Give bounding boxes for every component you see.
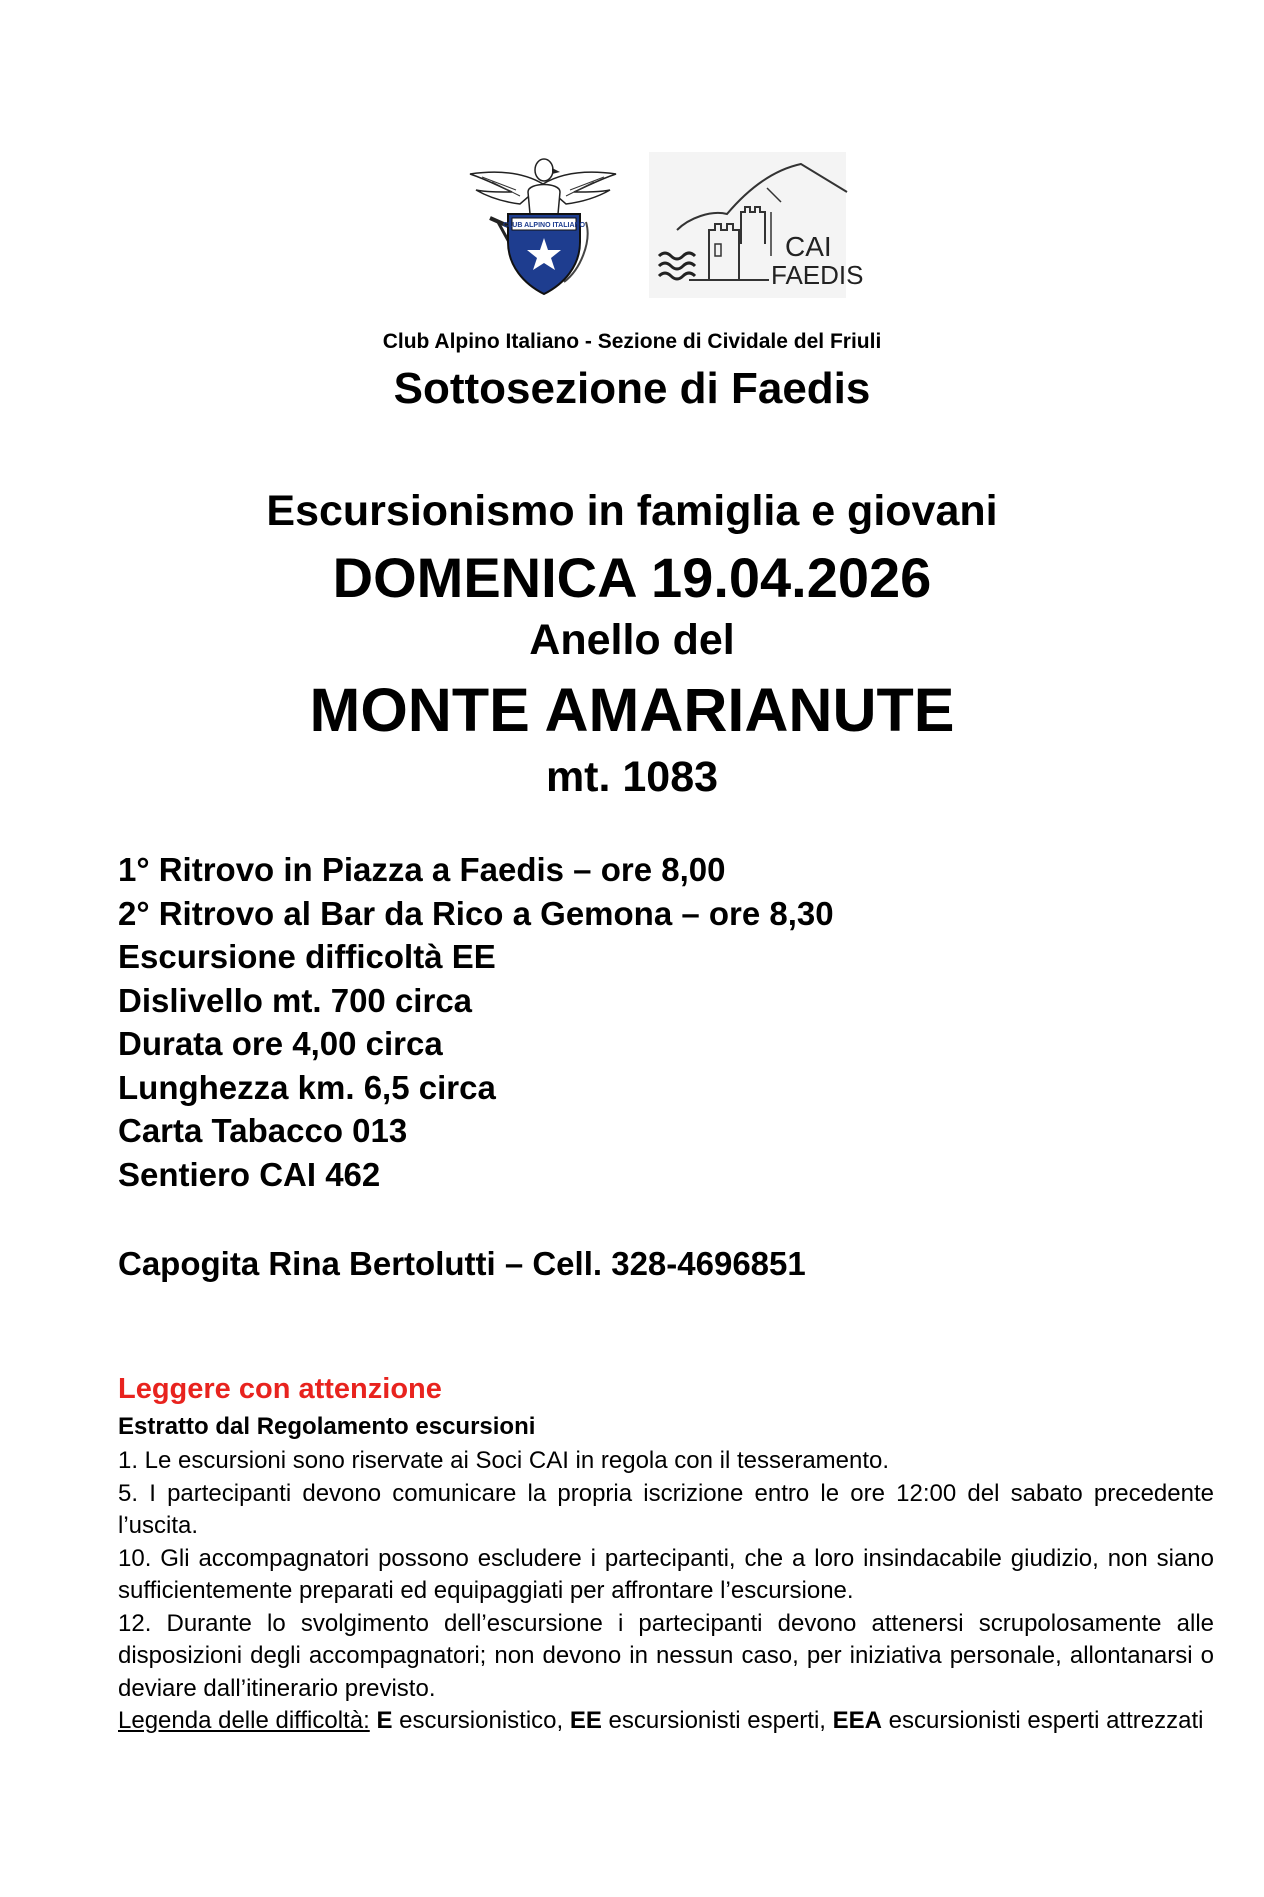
legenda-eea-code: EEA bbox=[832, 1707, 882, 1734]
sottosezione-heading: Sottosezione di Faedis bbox=[393, 364, 871, 413]
info-dislivello: Dislivello mt. 700 circa bbox=[118, 981, 473, 1019]
rule-12: 12. Durante lo svolgimento dell’escursione i partecipanti devono attenersi scrupolosamente alle disposizioni degli accompagnatori; non devono in nessun caso, per iniziativa personale, allontanarsi o deviare dall’itinerario previsto. bbox=[118, 1609, 1214, 1702]
event-date: DOMENICA 19.04.2026 bbox=[332, 546, 932, 609]
club-heading: Club Alpino Italiano - Sezione di Cividale del Friuli bbox=[382, 330, 882, 353]
rule-10: 10. Gli accompagnatori possono escludere i partecipanti, che a loro insindacabile giudizio, non siano sufficientemente preparati ed equipaggiati per affrontare l’escursione. bbox=[118, 1544, 1214, 1604]
info-durata: Durata ore 4,00 circa bbox=[118, 1025, 443, 1062]
legenda-difficolta bbox=[118, 1705, 1214, 1738]
faedis-logo-faedis-text: FAEDIS bbox=[771, 260, 864, 290]
legenda-e-code: E bbox=[376, 1707, 393, 1734]
legenda-label: Legenda delle difficoltà: bbox=[118, 1707, 370, 1734]
event-mountain: MONTE AMARIANUTE bbox=[309, 676, 955, 744]
info-sentiero: Sentiero CAI 462 bbox=[118, 1155, 381, 1193]
event-info-list bbox=[118, 848, 834, 1196]
legenda-eea-text: escursionisti esperti attrezzati bbox=[882, 1707, 1204, 1734]
info-lunghezza: Lunghezza km. 6,5 circa bbox=[118, 1068, 496, 1106]
rule-1: 1. Le escursioni sono riservate ai Soci CAI in regola con il tesseramento. bbox=[118, 1447, 890, 1474]
info-carta: Carta Tabacco 013 bbox=[118, 1112, 408, 1149]
cai-faedis-logo bbox=[649, 152, 864, 298]
legenda-ee-text: escursionisti esperti, bbox=[601, 1707, 833, 1734]
regolamento-rules bbox=[118, 1445, 1214, 1738]
info-difficolta: Escursione difficoltà EE bbox=[118, 938, 496, 975]
info-ritrovo-2: 2° Ritrovo al Bar da Rico a Gemona – ore 8,30 bbox=[118, 894, 834, 932]
legenda-e-text: escursionistico, bbox=[392, 1707, 570, 1734]
legenda-ee-code: EE bbox=[569, 1707, 602, 1734]
regolamento-title: Estratto dal Regolamento escursioni bbox=[118, 1413, 536, 1440]
event-anello: Anello del bbox=[529, 616, 735, 664]
info-ritrovo-1: 1° Ritrovo in Piazza a Faedis – ore 8,00 bbox=[118, 851, 726, 888]
event-category: Escursionismo in famiglia e giovani bbox=[266, 487, 998, 535]
capogita-contact: Capogita Rina Bertolutti – Cell. 328-4696851 bbox=[118, 1245, 806, 1282]
rule-5: 5. I partecipanti devono comunicare la propria iscrizione entro le ore 12:00 del sabato precedente l’uscita. bbox=[118, 1479, 1214, 1539]
event-altitude: mt. 1083 bbox=[545, 753, 719, 801]
cai-emblem-logo bbox=[468, 152, 618, 298]
attention-heading: Leggere con attenzione bbox=[118, 1373, 442, 1405]
faedis-logo-cai-text: CAI bbox=[785, 231, 832, 262]
cai-emblem-text: CLUB ALPINO ITALIANO bbox=[502, 222, 586, 229]
